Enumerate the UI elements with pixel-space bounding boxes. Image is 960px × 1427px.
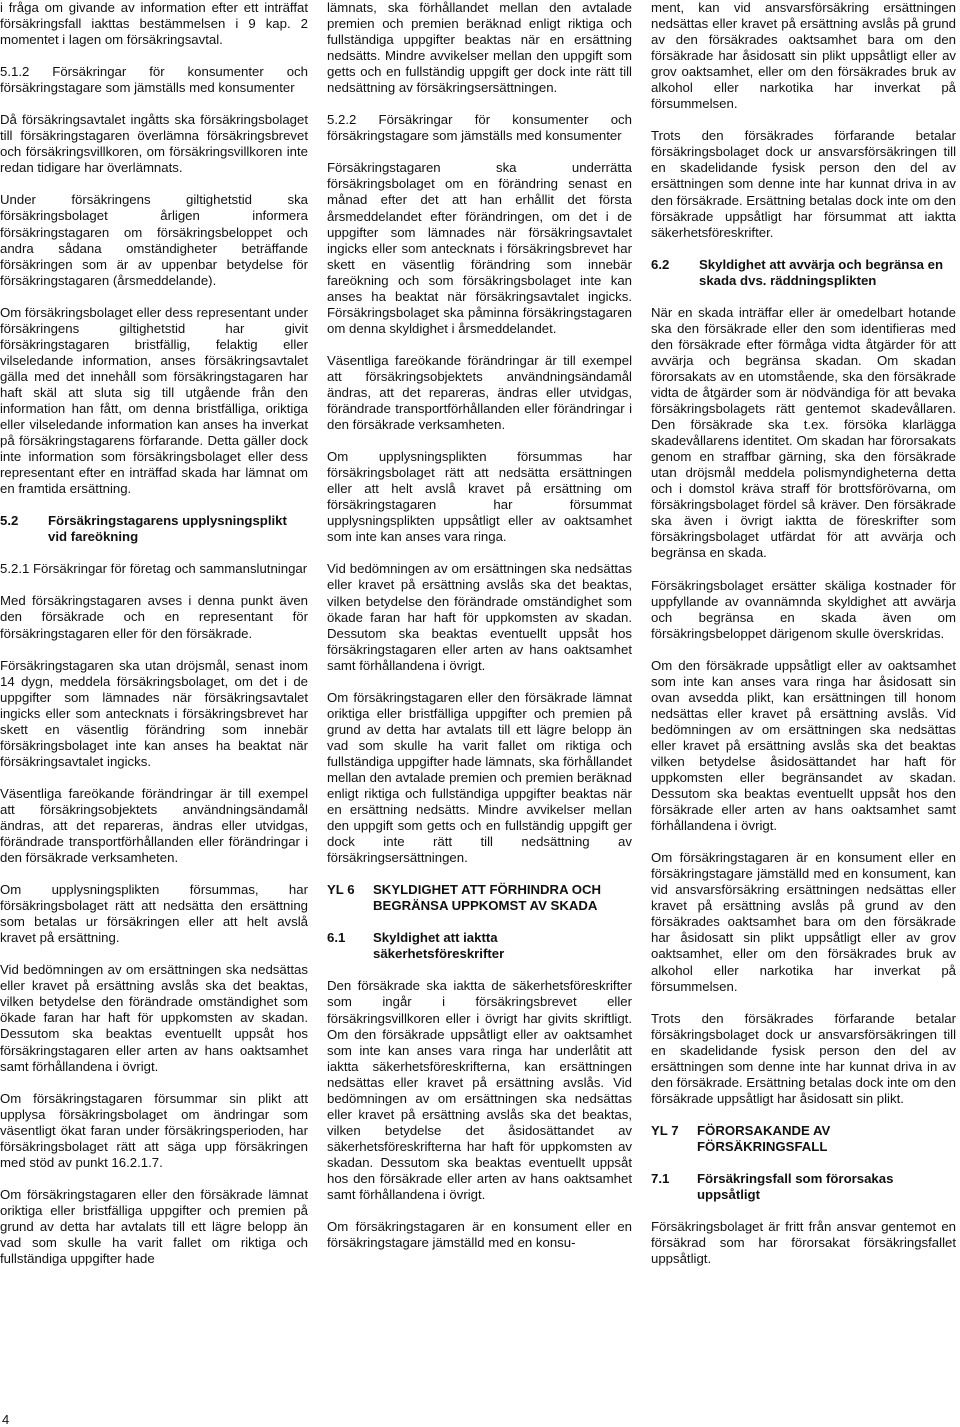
paragraph: ment, kan vid ansvarsförsäkring ersättningen nedsättas eller kravet på ersättning avslås på grund av den försäkrades oaktsamhet bara om den försäkrade har åsidosatt sin plikt uppsåtligt eller av grov oaktsamhet, eller om den försäkrades bruk av alkohol eller narkotika har inverkat på försummelsen.: [651, 0, 956, 112]
paragraph: i fråga om givande av information efter ett inträffat försäkringsfall iakttas bestämmelsen i 9 kap. 2 momentet i lagen om försäkringsavtal.: [0, 0, 308, 48]
section-number: YL 7: [651, 1122, 679, 1138]
section-heading: [651, 257, 956, 289]
paragraph: Den försäkrade ska iaktta de säkerhetsföreskrifter som ingår i försäkringsbrevet eller försäkringsvillkoren eller i övrigt har givits skriftligt. Om den försäkrade uppsåtligt eller av oaktsamhet som inte kan anses vara ringa har underlåtit att iaktta säkerhetsföreskrifterna, kan ersättningen nedsättas eller kravet på ersättning avslås. Vid bedömningen av om ersättningen ska nedsättas eller kravet på ersättning avslås ska det beaktas, vilken betydelse det åsidosättandet av säkerhetsföreskrifterna har haft för uppkomsten av skadan. Dessutom ska beaktas eventuellt uppsåt hos den försäkrade eller arten av hans oaktsamhet samt förhållandena i övrigt.: [327, 978, 632, 1203]
section-title: Försäkringstagarens upplysningsplikt vid fareökning: [48, 513, 287, 545]
section-heading: [0, 513, 308, 545]
paragraph: Om upplysningsplikten försummas har försäkringsbolaget rätt att nedsätta ersättningen eller att helt avslå kravet på ersättning om försäkringstagaren har försummat upplysningsplikten uppsåtligt eller av oaktsamhet som inte kan anses vara ringa.: [327, 449, 632, 545]
section-title: Försäkringsfall som förorsakas uppsåtligt: [697, 1171, 894, 1203]
section-number: 6.2: [651, 256, 670, 272]
paragraph: Försäkringsbolaget ersätter skäliga kostnader för uppfyllande av ovannämnda skyldighet att avvärja och begränsa en skada även om försäkringsbeloppet därigenom skulle överskridas.: [651, 577, 956, 641]
paragraph: Försäkringstagaren ska utan dröjsmål, senast inom 14 dygn, meddela försäkringsbolaget, om det i de uppgifter som lämnades när försäkringsavtalet ingicks eller som antecknats i försäkringsbrevet har skett en väsentlig förändring som innebär försäkringsbolaget inte kan anses ha beaktat när försäkringsavtalet ingicks.: [0, 657, 308, 769]
paragraph: Försäkringstagaren ska underrätta försäkringsbolaget om en förändring senast en månad efter det att han erhållit det första årsmeddelandet efter förändringen, om det i de uppgifter som lämnades när försäkringsavtalet ingicks eller som antecknats i försäkringsbrevet har skett en väsentlig förändring som innebär fareökning och som försäkringsbolaget inte kan anses ha beaktat när försäkringsavtalet ingicks. Försäkringsbolaget ska påminna försäkringstagaren om denna skyldighet i årsmeddelandet.: [327, 160, 632, 336]
paragraph: Försäkringsbolaget är fritt från ansvar gentemot en försäkrad som har förorsakat försäkringsfallet uppsåtligt.: [651, 1219, 956, 1267]
section-title: Skyldighet att avvärja och begränsa en skada dvs. räddningsplikten: [699, 256, 944, 288]
paragraph: 5.1.2 Försäkringar för konsumenter och försäkringstagare som jämställs med konsumenter: [0, 64, 308, 96]
paragraph: Med försäkringstagaren avses i denna punkt även den försäkrade och en representant för försäkringstagaren eller för den försäkrade.: [0, 593, 308, 641]
paragraph: Om försäkringstagaren försummar sin plikt att upplysa försäkringsbolaget om ändringar som väsentligt ökat faran under försäkringsperioden, har försäkringsbolaget rätt att säga upp försäkringen med stöd av punkt 16.2.1.7.: [0, 1090, 308, 1170]
paragraph: Då försäkringsavtalet ingåtts ska försäkringsbolaget till försäkringstagaren överlämna försäkringsbrevet och försäkringsvillkoren, om försäkringsvillkoren inte redan tidigare har överlämnats.: [0, 112, 308, 176]
section-title: Skyldighet att iaktta säkerhetsföreskrifter: [373, 930, 505, 962]
paragraph: Under försäkringens giltighetstid ska försäkringsbolaget årligen informera försäkringstagaren om försäkringsbeloppet och andra sådana omständigheter beträffande försäkringen som är av uppenbar betydelse för försäkringstagaren (årsmeddelande).: [0, 192, 308, 288]
paragraph: När en skada inträffar eller är omedelbart hotande ska den försäkrade eller den som identifieras med den försäkrade efter förmåga vidta åtgärder för att avvärja och begränsa skadan. Om skadan förorsakats av en utomstående, ska den försäkrade vidta de åtgärder som är nödvändiga för att bevaka försäkringsbolagets rätt gentemot skadevållaren. Den försäkrade ska t.ex. försöka klarlägga skadevållarens identitet. Om skadan har förorsakats genom en straffbar gärning, ska den försäkrade utan dröjsmål meddela polismyndigheterna detta och i domstol kräva straff för brottsförövarna, om försäkringsbolaget fördel så kräver. Den försäkrade ska även i övrigt iaktta de föreskrifter som försäkringsbolaget utfärdat för att avvärja och begränsa en skada.: [651, 304, 956, 561]
section-number: YL 6: [327, 882, 355, 898]
paragraph: Om försäkringsbolaget eller dess representant under försäkringens giltighetstid har givit försäkringstagaren bristfällig, felaktig eller vilseledande information, anses försäkringsavtalet gälla med det innehåll som försäkringstagaren har haft skäl att sluta sig till utgående från den information han fått, om denna bristfälliga, oriktiga eller vilseledande information kan anses ha inverkat på försäkringstagarens förfarande. Detta gäller dock inte information som försäkringsbolaget eller dess representant efter en inträffad skada har lämnat om en framtida ersättning.: [0, 304, 308, 497]
paragraph: lämnats, ska förhållandet mellan den avtalade premien och premien beräknad enligt riktiga och fullständiga uppgifter beaktas när en ersättning nedsätts. Mindre avvikelser mellan den uppgift som getts och en fullständig uppgift ger dock inte rätt till nedsättning av försäkringsersättningen.: [327, 0, 632, 96]
paragraph: 5.2.1 Försäkringar för företag och sammanslutningar: [0, 561, 308, 577]
section-heading: [327, 930, 632, 962]
paragraph: Om försäkringstagaren eller den försäkrade lämnat oriktiga eller bristfälliga uppgifter och premien på grund av detta har avtalats till ett lägre belopp än vad som skulle ha varit fallet om riktiga och fullständiga uppgifter hade: [0, 1186, 308, 1267]
paragraph: Om försäkringstagaren eller den försäkrade lämnat oriktiga eller bristfälliga uppgifter och premien på grund av detta har avtalats till ett lägre belopp än vad som skulle ha varit fallet om riktiga och fullständiga uppgifter hade lämnats, ska förhållandet mellan den avtalade premien och premien beräknad enligt riktiga och fullständiga uppgifter beaktas när en ersättning nedsätts. Mindre avvikelser mellan den uppgift som getts och en fullständig uppgift ger dock inte rätt till nedsättning av försäkringsersättningen.: [327, 689, 632, 866]
section-heading: [651, 1171, 956, 1203]
text-column-right: [651, 0, 956, 1283]
paragraph: Väsentliga fareökande förändringar är till exempel att försäkringsobjektets användningsändamål ändras, att det repareras, ändras eller utvidgas, förändrade transportförhållanden eller förändringar i den försäkrade verksamheten.: [327, 352, 632, 433]
paragraph: Trots den försäkrades förfarande betalar försäkringsbolaget dock ur ansvarsförsäkringen till en skadelidande fysisk person den del av ersättningen som denne inte har kunnat driva in av den försäkrade. Ersättning betalas dock inte om den försäkrade uppsåtligt har försummat att iaktta säkerhetsföreskrifter.: [651, 128, 956, 240]
paragraph: 5.2.2 Försäkringar för konsumenter och försäkringstagare som jämställs med konsumenter: [327, 112, 632, 144]
section-number: 7.1: [651, 1171, 670, 1186]
paragraph: Vid bedömningen av om ersättningen ska nedsättas eller kravet på ersättning avslås ska det beaktas, vilken betydelse den förändrade omständighet som ökade faran har haft för uppkomsten av skadan. Dessutom ska beaktas eventuellt uppsåt hos försäkringstagaren eller arten av hans oaktsamhet samt förhållandena i övrigt.: [327, 561, 632, 673]
section-title: FÖRORSAKANDE AV FÖRSÄKRINGSFALL: [697, 1122, 831, 1154]
section-title: SKYLDIGHET ATT FÖRHINDRA OCH BEGRÄNSA UPPKOMST AV SKADA: [373, 882, 602, 914]
section-number: 6.1: [327, 930, 346, 946]
section-number: 5.2: [0, 513, 19, 529]
paragraph: Om försäkringstagaren är en konsument eller en försäkringstagare jämställd med en konsument, kan vid ansvarsförsäkring ersättningen nedsättas eller kravet på ersättning avslås på grund av den försäkrades oaktsamhet bara om den försäkrade har åsidosatt sin plikt uppsåtligt eller av grov oaktsamhet, eller om den försäkrades bruk av alkohol eller narkotika har inverkat på försummelsen.: [651, 850, 956, 994]
section-heading: [651, 1123, 956, 1155]
paragraph: Om upplysningsplikten försummas, har försäkringsbolaget rätt att nedsätta den ersättning som betalas ur försäkringen eller att helt avslå kravet på ersättning.: [0, 882, 308, 946]
text-column-left: [0, 0, 308, 1283]
paragraph: Trots den försäkrades förfarande betalar försäkringsbolaget dock ur ansvarsförsäkringen till en skadelidande fysisk person den del av ersättningen som denne inte har kunnat driva in av den försäkrade. Ersättning betalas dock inte om den försäkrade uppsåtligt har åsidosatt sin plikt.: [651, 1010, 956, 1106]
text-column-middle: [327, 0, 632, 1267]
paragraph: Om den försäkrade uppsåtligt eller av oaktsamhet som inte kan anses vara ringa har åsidosatt sin ovan avsedda plikt, kan ersättningen till honom nedsättas eller kravet på ersättning avslås. Vid bedömningen av om ersättningen ska nedsättas eller kravet på ersättning avslås ska det beaktas vilken betydelse åsidosättandet har haft för uppkomsten eller begränsandet av skadan. Dessutom ska beaktas eventuellt uppsåt hos den försäkrade eller arten av hans oaktsamhet samt förhållandena i övrigt.: [651, 657, 956, 834]
paragraph: Väsentliga fareökande förändringar är till exempel att försäkringsobjektets användningsändamål ändras, att det repareras, ändras eller utvidgas, förändrade transportförhållanden eller förändringar i den försäkrade verksamheten.: [0, 785, 308, 866]
paragraph: Om försäkringstagaren är en konsument eller en försäkringstagare jämställd med en konsu-: [327, 1219, 632, 1251]
paragraph: Vid bedömningen av om ersättningen ska nedsättas eller kravet på ersättning avslås ska det beaktas, vilken betydelse den förändrade omständighet som ökade faran har haft för uppkomsten av skadan. Dessutom ska beaktas eventuellt uppsåt hos försäkringstagaren eller arten av hans oaktsamhet samt förhållandena i övrigt.: [0, 962, 308, 1074]
page-number: 4: [2, 1412, 10, 1427]
section-heading: [327, 882, 632, 914]
